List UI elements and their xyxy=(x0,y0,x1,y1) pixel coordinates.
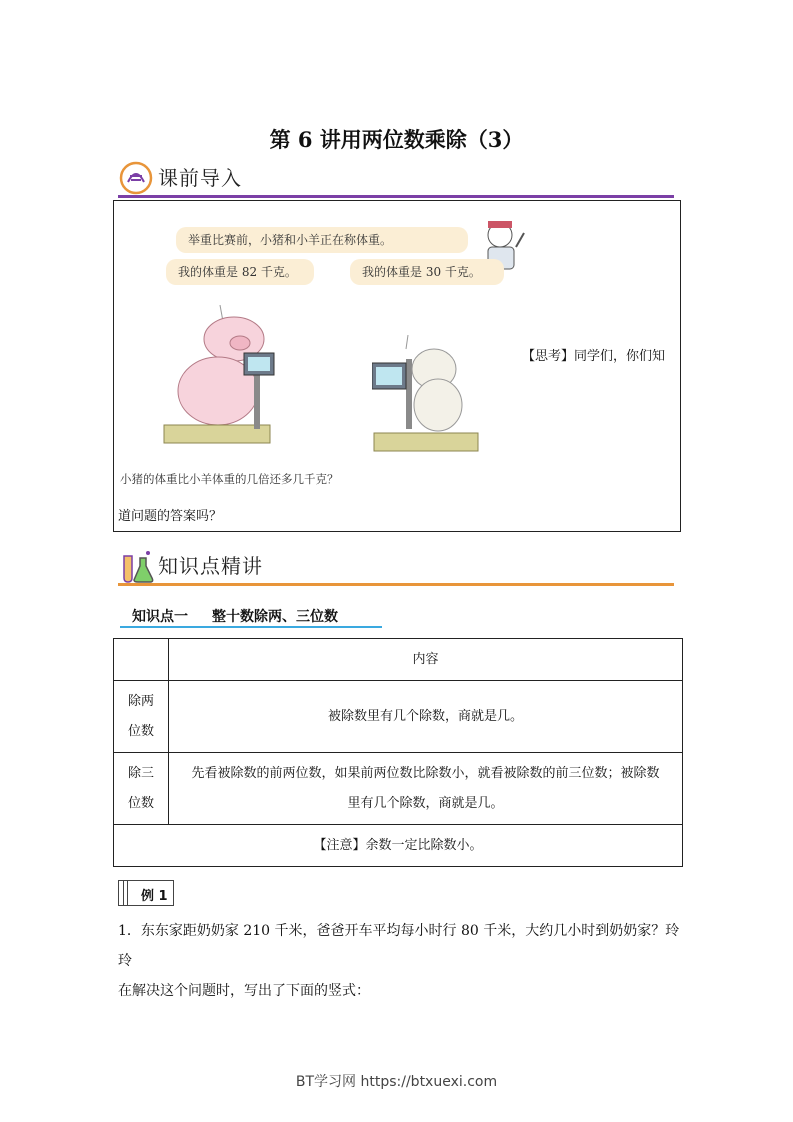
think-prompt-part1: 【思考】同学们，你们知 xyxy=(522,349,666,364)
intro-box xyxy=(113,200,681,532)
row-label-line1: 除三 xyxy=(127,765,154,781)
knowledge-point-name: 整十数除两、三位数 xyxy=(212,609,338,625)
row-content-line1: 先看被除数的前两位数，如果前两位数比除数小，就看被除数的前三位数；被除数 xyxy=(191,765,660,781)
row-label-line2: 位数 xyxy=(127,795,154,811)
knowledge-point-heading xyxy=(120,604,382,628)
narrator-speech: 举重比赛前，小猪和小羊正在称体重。 xyxy=(176,227,468,253)
sheep-illustration xyxy=(372,335,496,455)
table-note: 【注意】余数一定比除数小。 xyxy=(114,825,683,867)
table-row xyxy=(114,753,683,825)
label-bar xyxy=(127,881,128,905)
table-header-cell: 内容 xyxy=(169,639,683,681)
footer-watermark: BT学习网 https://btxuexi.com xyxy=(295,1074,498,1090)
table-row xyxy=(114,681,683,753)
label-bar xyxy=(123,881,124,905)
think-prompt-part2: 道问题的答案吗？ xyxy=(118,509,223,524)
row-content xyxy=(169,681,683,753)
table-corner-cell xyxy=(114,639,169,681)
row-content-line2: 里有几个除数，商就是几。 xyxy=(347,795,504,811)
table-header-row xyxy=(114,639,683,681)
row-label xyxy=(114,681,169,753)
section-header-knowledge xyxy=(118,546,674,586)
section-rule xyxy=(118,195,674,198)
pig-speech: 我的体重是 82 千克。 xyxy=(166,259,314,285)
example-label-box xyxy=(118,880,174,906)
table-note-row xyxy=(114,825,683,867)
sheep-speech: 我的体重是 30 千克。 xyxy=(350,259,504,285)
example-problem xyxy=(118,916,683,1006)
section-title: 课前导入 xyxy=(158,166,242,190)
illustration-caption: 小猪的体重比小羊体重的几倍还多几千克？ xyxy=(120,472,339,486)
section-rule xyxy=(118,583,674,586)
pig-illustration xyxy=(160,305,290,451)
row-content-line1: 被除数里有几个除数，商就是几。 xyxy=(327,708,523,724)
knowledge-point-number: 知识点一 xyxy=(132,609,188,625)
head-bulb-icon xyxy=(118,160,154,196)
example-label: 例 1 xyxy=(141,889,168,904)
flask-icon xyxy=(118,548,154,584)
knowledge-table xyxy=(113,638,683,867)
section-title: 知识点精讲 xyxy=(158,554,263,578)
problem-line1: 1．东东家距奶奶家 210 千米，爸爸开车平均每小时行 80 千米，大约几小时到奶奶家？玲玲 xyxy=(118,923,680,969)
row-label-line2: 位数 xyxy=(127,723,154,739)
problem-line2: 在解决这个问题时，写出了下面的竖式： xyxy=(118,983,370,999)
page-title: 第 6 讲用两位数乘除（3） xyxy=(269,127,524,152)
row-content xyxy=(169,753,683,825)
row-label xyxy=(114,753,169,825)
row-label-line1: 除两 xyxy=(127,693,154,709)
section-header-intro xyxy=(118,158,674,198)
heading-underline xyxy=(120,626,382,628)
